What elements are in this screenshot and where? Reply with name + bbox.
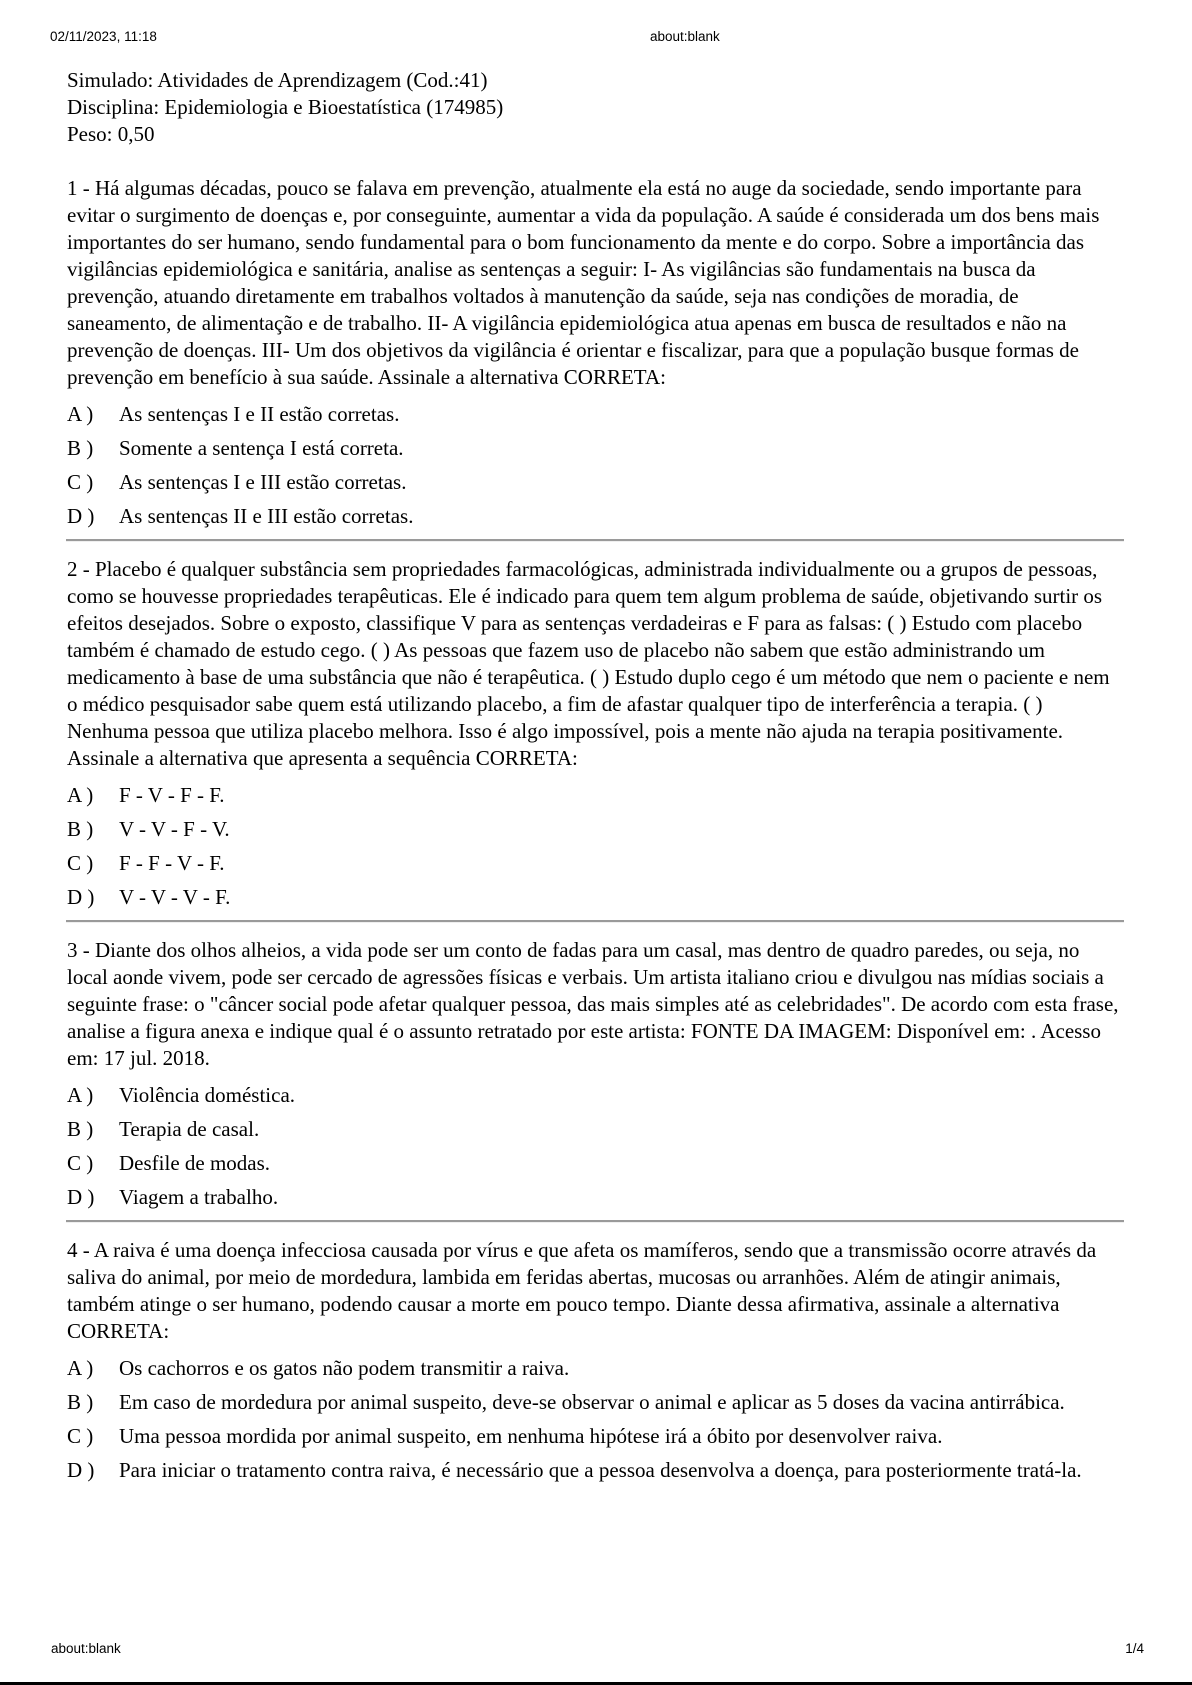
print-datetime: 02/11/2023, 11:18 [50, 29, 157, 44]
option-letter: D ) [67, 885, 95, 909]
print-footer [0, 1641, 1192, 1661]
option-text: Para iniciar o tratamento contra raiva, é necessário que a pessoa desenvolva a doença, para posteriormente tratá-la. [119, 1458, 1082, 1482]
exam-meta [67, 67, 1125, 148]
option-d[interactable] [67, 884, 1125, 911]
print-header-url: about:blank [650, 29, 720, 44]
option-a[interactable] [67, 401, 1125, 428]
option-text: F - V - F - F. [119, 783, 225, 807]
option-letter: B ) [67, 1117, 94, 1141]
option-b[interactable] [67, 435, 1125, 462]
option-text: Uma pessoa mordida por animal suspeito, em nenhuma hipótese irá a óbito por desenvolver raiva. [119, 1424, 943, 1448]
page-number: 1/4 [1125, 1641, 1144, 1656]
option-text: As sentenças I e III estão corretas. [119, 470, 407, 494]
exam-content [67, 67, 1125, 1491]
option-a[interactable] [67, 782, 1125, 809]
question-divider [66, 920, 1124, 923]
option-letter: B ) [67, 817, 94, 841]
option-letter: D ) [67, 504, 95, 528]
option-d[interactable] [67, 1457, 1125, 1484]
question-text: 4 - A raiva é uma doença infecciosa causada por vírus e que afeta os mamíferos, sendo que a transmissão ocorre através da saliva do animal, por meio de mordedura, lambida em feridas abertas, mucosas ou arranhões. Além de atingir animais, também atinge o ser humano, podendo causar a morte em pouco tempo. Diante dessa afirmativa, assinale a alternativa CORRETA: [67, 1238, 1097, 1343]
question-divider [66, 1220, 1124, 1223]
option-text: Os cachorros e os gatos não podem transmitir a raiva. [119, 1356, 570, 1380]
option-text: F - F - V - F. [119, 851, 225, 875]
option-letter: A ) [67, 783, 94, 807]
print-header [0, 29, 1192, 49]
options-list [67, 782, 1125, 911]
option-text: V - V - V - F. [119, 885, 231, 909]
option-letter: A ) [67, 402, 94, 426]
options-list [67, 401, 1125, 530]
option-text: As sentenças I e II estão corretas. [119, 402, 400, 426]
question-divider [66, 539, 1124, 542]
exam-weight: Peso: 0,50 [67, 122, 155, 146]
option-text: Violência doméstica. [119, 1083, 296, 1107]
option-text: V - V - F - V. [119, 817, 230, 841]
option-d[interactable] [67, 503, 1125, 530]
print-footer-url: about:blank [51, 1641, 121, 1656]
question-4 [67, 1237, 1125, 1484]
option-text: Terapia de casal. [119, 1117, 260, 1141]
option-letter: B ) [67, 1390, 94, 1414]
option-d[interactable] [67, 1184, 1125, 1211]
option-letter: D ) [67, 1458, 95, 1482]
option-text: Somente a sentença I está correta. [119, 436, 404, 460]
option-text: Em caso de mordedura por animal suspeito, deve-se observar o animal e aplicar as 5 doses da vacina antirrábica. [119, 1390, 1065, 1414]
option-letter: C ) [67, 1424, 94, 1448]
option-a[interactable] [67, 1082, 1125, 1109]
option-b[interactable] [67, 816, 1125, 843]
question-text: 3 - Diante dos olhos alheios, a vida pode ser um conto de fadas para um casal, mas dentro de quadro paredes, ou seja, no local aonde vivem, pode ser cercado de agressões físicas e verbais. Um artista italiano criou e divulgou nas mídias sociais a seguinte frase: o "câncer social pode afetar qualquer pessoa, das mais simples até as celebridades". De acordo com esta frase, analise a figura anexa e indique qual é o assunto retratado por este artista: FONTE DA IMAGEM: Disponível em: . Acesso em: 17 jul. 2018. [67, 938, 1119, 1070]
option-b[interactable] [67, 1389, 1125, 1416]
option-c[interactable] [67, 1150, 1125, 1177]
exam-discipline: Disciplina: Epidemiologia e Bioestatística (174985) [67, 95, 504, 119]
question-2 [67, 556, 1125, 911]
option-text: As sentenças II e III estão corretas. [119, 504, 414, 528]
option-letter: C ) [67, 851, 94, 875]
question-1 [67, 175, 1125, 530]
option-c[interactable] [67, 469, 1125, 496]
option-letter: A ) [67, 1083, 94, 1107]
option-letter: C ) [67, 1151, 94, 1175]
option-letter: A ) [67, 1356, 94, 1380]
question-3 [67, 937, 1125, 1211]
question-text: 2 - Placebo é qualquer substância sem propriedades farmacológicas, administrada individualmente ou a grupos de pessoas, como se houvesse propriedades terapêuticas. Ele é indicado para quem tem algum problema de saúde, objetivando surtir os efeitos desejados. Sobre o exposto, classifique V para as sentenças verdadeiras e F para as falsas: ( ) Estudo com placebo também é chamado de estudo cego. ( ) As pessoas que fazem uso de placebo não sabem que estão administrando um medicamento à base de uma substância que não é terapêutica. ( ) Estudo duplo cego é um método que nem o paciente e nem o médico pesquisador sabe quem está utilizando placebo, a fim de afastar qualquer tipo de interferência a terapia. ( ) Nenhuma pessoa que utiliza placebo melhora. Isso é algo impossível, pois a mente não ajuda na terapia positivamente. Assinale a alternativa que apresenta a sequência CORRETA: [67, 557, 1110, 770]
option-letter: B ) [67, 436, 94, 460]
exam-title: Simulado: Atividades de Aprendizagem (Cod.:41) [67, 68, 488, 92]
option-text: Desfile de modas. [119, 1151, 271, 1175]
option-a[interactable] [67, 1355, 1125, 1382]
option-text: Viagem a trabalho. [119, 1185, 279, 1209]
options-list [67, 1082, 1125, 1211]
option-c[interactable] [67, 1423, 1125, 1450]
option-c[interactable] [67, 850, 1125, 877]
option-letter: C ) [67, 470, 94, 494]
option-letter: D ) [67, 1185, 95, 1209]
option-b[interactable] [67, 1116, 1125, 1143]
options-list [67, 1355, 1125, 1484]
question-text: 1 - Há algumas décadas, pouco se falava em prevenção, atualmente ela está no auge da sociedade, sendo importante para evitar o surgimento de doenças e, por conseguinte, aumentar a vida da população. A saúde é considerada um dos bens mais importantes do ser humano, sendo fundamental para o bom funcionamento da mente e do corpo. Sobre a importância das vigilâncias epidemiológica e sanitária, analise as sentenças a seguir: I- As vigilâncias são fundamentais na busca da prevenção, atuando diretamente em trabalhos voltados à manutenção da saúde, seja nas condições de moradia, de saneamento, de alimentação e de trabalho. II- A vigilância epidemiológica atua apenas em busca de resultados e não na prevenção de doenças. III- Um dos objetivos da vigilância é orientar e fiscalizar, para que a população busque formas de prevenção em benefício à sua saúde. Assinale a alternativa CORRETA: [67, 176, 1100, 389]
